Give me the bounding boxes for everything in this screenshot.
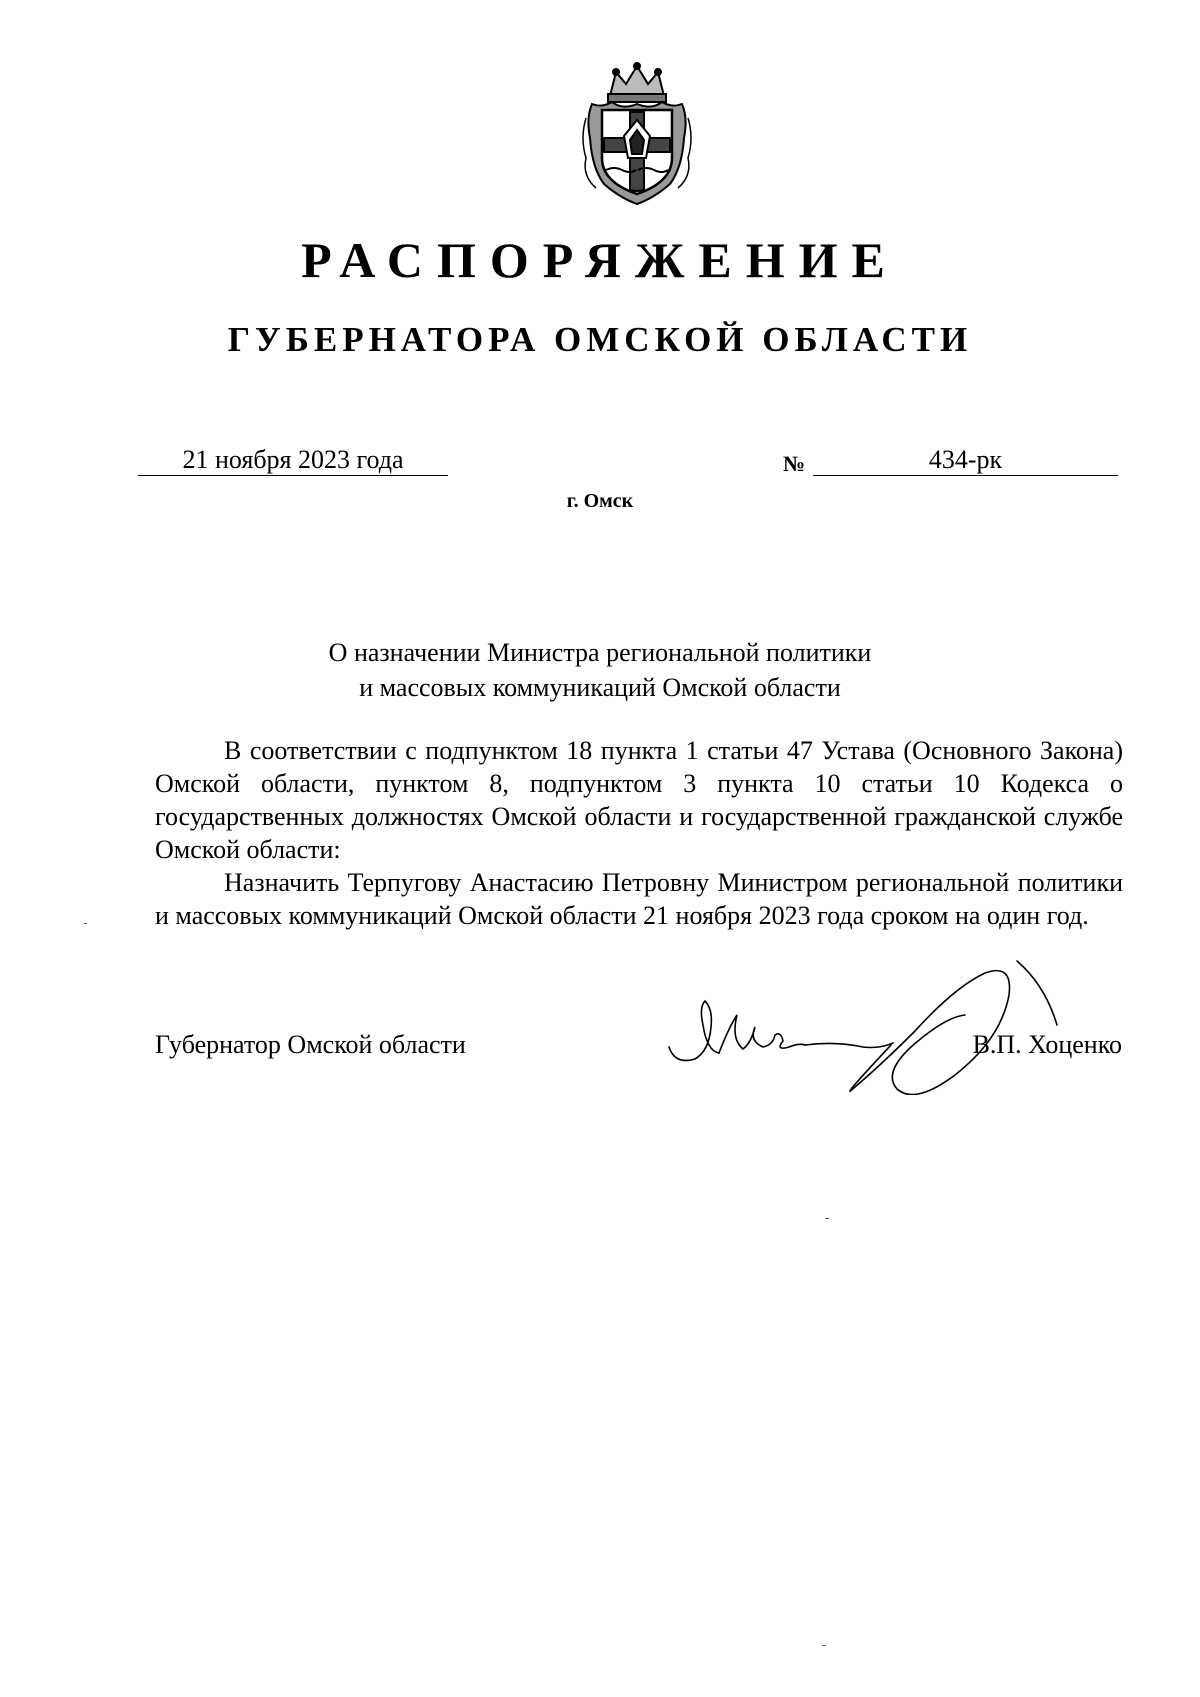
document-subject: [0, 635, 1200, 705]
number-sign: №: [783, 451, 806, 476]
document-number: 434-рк: [813, 445, 1118, 476]
scan-speck: [825, 1218, 829, 1219]
document-date: 21 ноября 2023 года: [138, 445, 448, 476]
signatory-name: В.П. Хоценко: [972, 1030, 1122, 1059]
subject-line-2: и массовых коммуникаций Омской области: [359, 673, 841, 702]
handwritten-signature-icon: [665, 955, 1065, 1095]
document-body: [155, 734, 1123, 932]
body-paragraph-basis: В соответствии с подпунктом 18 пункта 1 статьи 47 Устава (Основного Закона) Омской области, пунктом 8, подпунктом 3 пункта 10 статьи 10 Кодекса о государственных должностях Омской области и государственной гражданской службе Омской области:: [155, 736, 1123, 864]
subject-line-1: О назначении Министра региональной политики: [328, 638, 872, 667]
document-type-heading: РАСПОРЯЖЕНИЕ: [301, 232, 899, 288]
coat-of-arms-icon: [572, 58, 702, 208]
signatory-title: Губернатор Омской области: [155, 1030, 466, 1059]
scan-speck: [84, 923, 87, 924]
scan-speck: [822, 1645, 826, 1646]
body-paragraph-order: Назначить Терпугову Анастасию Петровну Министром региональной политики и массовых коммуникаций Омской области 21 ноября 2023 года сроком на один год.: [155, 868, 1123, 930]
document-city: г. Омск: [566, 490, 634, 512]
document-issuer-heading: ГУБЕРНАТОРА ОМСКОЙ ОБЛАСТИ: [227, 320, 973, 359]
